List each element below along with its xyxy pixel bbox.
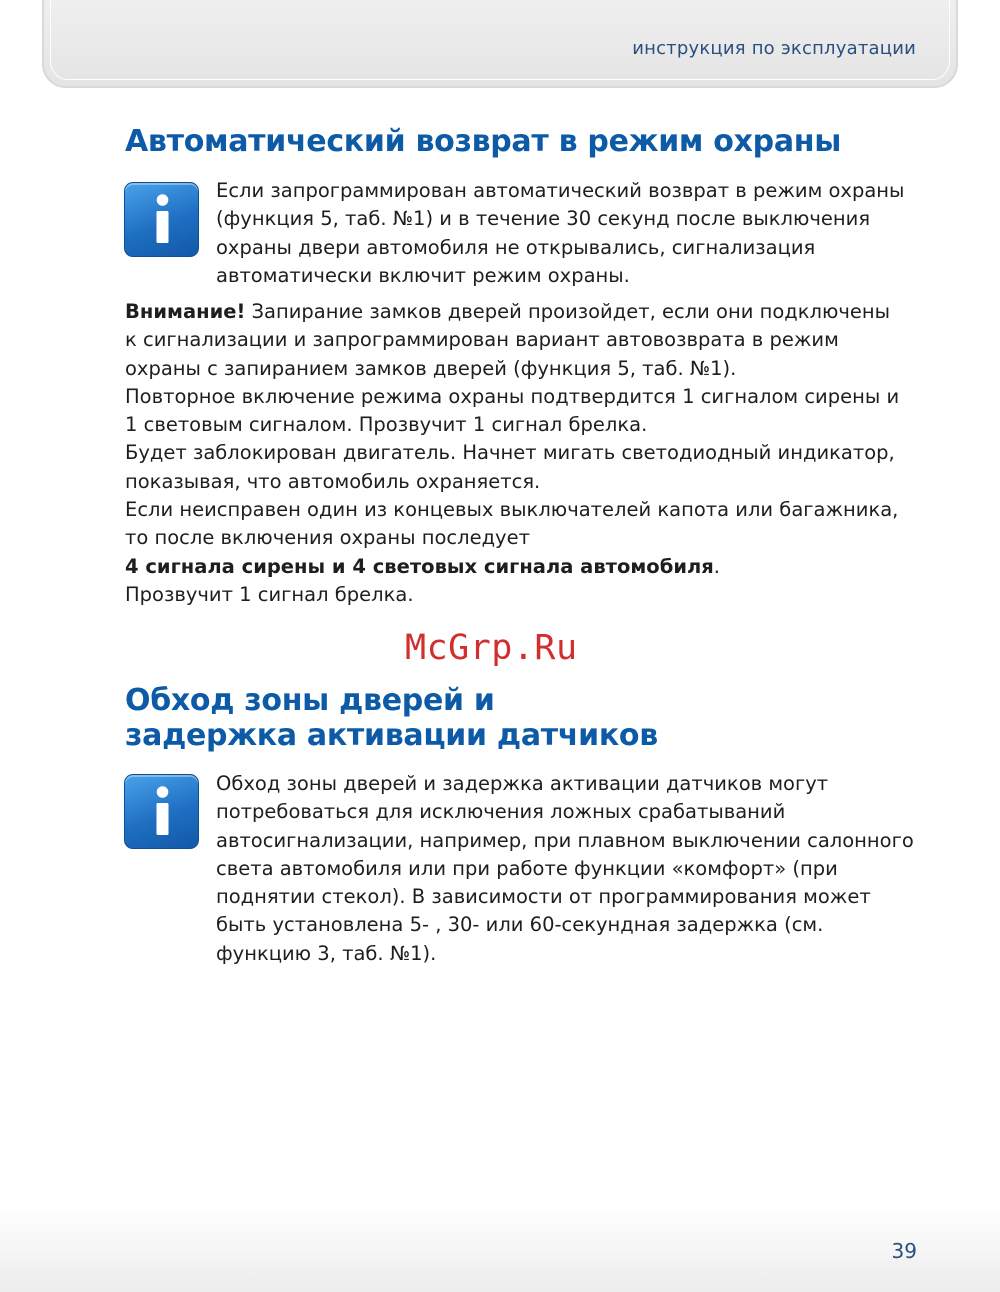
faulty-switch-text: Если неисправен один из концевых выключателей капота или багажника, то после включения охраны последует xyxy=(125,498,899,550)
info-text-door-bypass: Обход зоны дверей и задержка активации датчиков могут потребоваться для исключения ложных срабатываний автосигнализации, например, при плавном выключении салонного света автомобиля или при работе функции «комфорт» (при поднятии стекол). В зависимости от программирования может быть установлена 5- , 30- или 60-секундная задержка (см. функцию 3, таб. №1). xyxy=(216,772,914,965)
header-title: инструкция по эксплуатации xyxy=(632,38,916,59)
section-title-line2: задержка активации датчиков xyxy=(125,718,658,753)
paragraph-confirmation: Повторное включение режима охраны подтвердится 1 сигналом сирены и 1 световым сигналом. Прозвучит 1 сигнал брелка. xyxy=(125,384,900,437)
faulty-switch-period: . xyxy=(713,554,720,578)
paragraph-engine-block: Будет заблокирован двигатель. Начнет мигать светодиодный индикатор, показывая, что автомобиль охраняется. xyxy=(125,441,895,493)
footer-band xyxy=(0,1205,1000,1292)
faulty-switch-signals: 4 сигнала сирены и 4 световых сигнала автомобиля xyxy=(125,554,714,578)
paragraph-faulty-switch xyxy=(125,496,905,581)
section-body-auto-rearm xyxy=(125,298,905,609)
attention-label: Внимание! xyxy=(125,300,246,323)
section-title-auto-rearm: Автоматический возврат в режим охраны xyxy=(125,124,842,159)
section-title-line1: Обход зоны дверей и xyxy=(125,683,495,718)
page-number: 39 xyxy=(891,1239,917,1263)
info-icon xyxy=(124,182,199,257)
watermark: McGrp.Ru xyxy=(405,628,578,668)
info-text-auto-rearm: Если запрограммирован автоматический возврат в режим охраны (функция 5, таб. №1) и в течение 30 секунд после выключения охраны двери автомобиля не открывались, сигнализация автоматически включит режим охраны. xyxy=(216,179,905,287)
attention-text: Запирание замков дверей произойдет, если они подключены к сигнализации и запрограммирован вариант автовозврата в режим охраны с запиранием замков дверей (функция 5, таб. №1). xyxy=(125,300,891,380)
section-title-door-bypass xyxy=(125,683,658,753)
info-icon xyxy=(124,774,199,849)
attention-paragraph xyxy=(125,298,905,383)
paragraph-fob-signal: Прозвучит 1 сигнал брелка. xyxy=(125,582,414,606)
